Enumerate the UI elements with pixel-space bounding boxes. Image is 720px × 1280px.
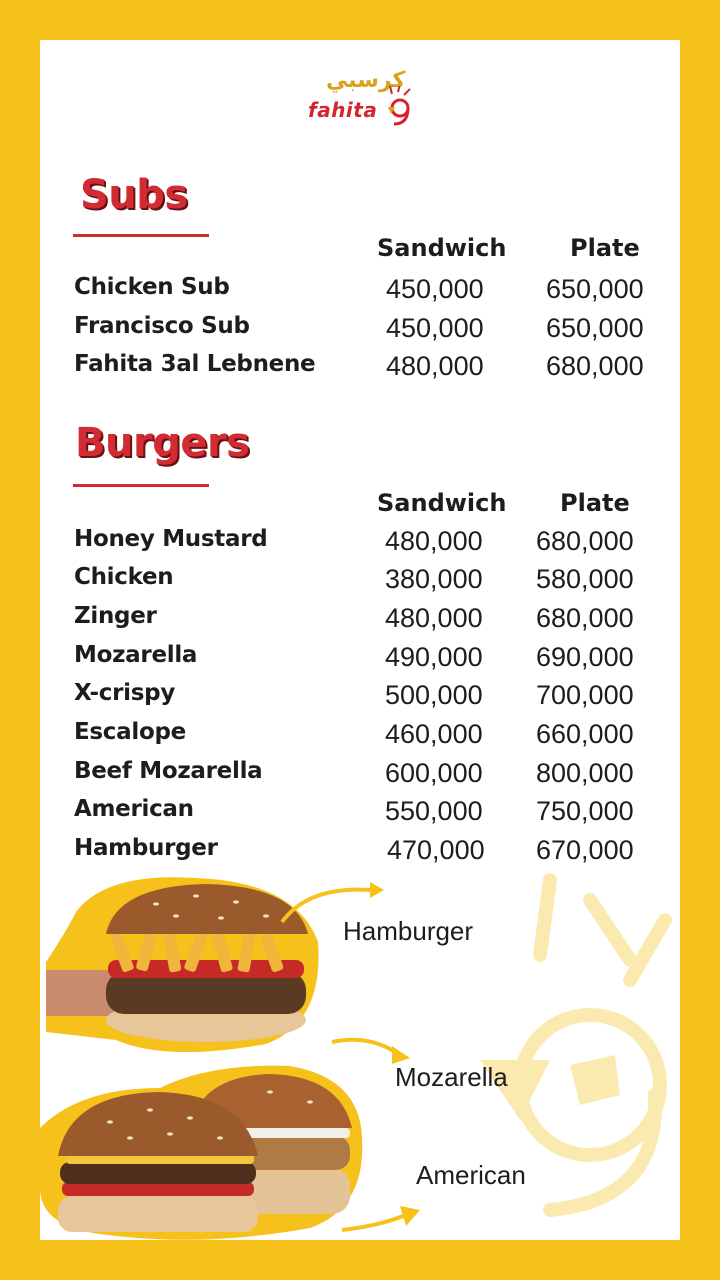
mozarella-american-photo [40,1058,370,1240]
burger-item-name: American [74,796,194,822]
burger-sandwich-price: 490,000 [385,642,483,672]
subs-plate-price: 650,000 [546,274,644,304]
subs-item-name: Francisco Sub [74,313,250,339]
subs-plate-price: 650,000 [546,313,644,343]
burger-item-name: Beef Mozarella [74,758,263,784]
american-arrow-icon [340,1196,426,1236]
burger-sandwich-price: 480,000 [385,526,483,556]
subs-row [40,349,680,387]
burger-item-name: Zinger [74,603,157,629]
subs-col-plate: Plate [570,234,640,262]
hamburger-callout: Hamburger [343,916,474,946]
burgers-title: Burgers [75,420,250,466]
subs-sandwich-price: 450,000 [386,313,484,343]
burger-plate-price: 680,000 [536,603,634,633]
burger-plate-price: 750,000 [536,796,634,826]
burger-item-name: X-crispy [74,680,176,706]
burger-item-name: Escalope [74,719,186,745]
burgers-col-sandwich: Sandwich [377,489,507,517]
burger-plate-price: 670,000 [536,835,634,865]
subs-sandwich-price: 480,000 [386,351,484,381]
burger-sandwich-price: 550,000 [385,796,483,826]
burger-row [40,562,680,600]
burger-item-name: Honey Mustard [74,526,268,552]
subs-item-name: Chicken Sub [74,274,230,300]
burger-item-name: Hamburger [74,835,218,861]
burger-row [40,524,680,562]
burger-sandwich-price: 380,000 [385,564,483,594]
burgers-underline [73,484,209,487]
burger-row [40,678,680,716]
brand-logo [308,68,414,132]
subs-row [40,272,680,310]
burger-sandwich-price: 460,000 [385,719,483,749]
brand-latin-name: fahita [308,98,378,122]
burger-plate-price: 660,000 [536,719,634,749]
burger-plate-price: 680,000 [536,526,634,556]
subs-title: Subs [80,172,188,218]
burger-row [40,756,680,794]
burger-plate-price: 690,000 [536,642,634,672]
mozarella-callout: Mozarella [395,1062,508,1092]
subs-item-name: Fahita 3al Lebnene [74,351,316,377]
subs-sandwich-price: 450,000 [386,274,484,304]
burger-row [40,640,680,678]
burger-plate-price: 580,000 [536,564,634,594]
menu-card [40,40,680,1240]
burger-sandwich-price: 600,000 [385,758,483,788]
burger-row [40,794,680,832]
subs-plate-price: 680,000 [546,351,644,381]
burger-row [40,717,680,755]
brand-nine-icon [386,86,416,130]
subs-row [40,311,680,349]
burger-sandwich-price: 500,000 [385,680,483,710]
american-callout: American [416,1160,526,1190]
burger-row [40,601,680,639]
burger-item-name: Mozarella [74,642,198,668]
brand-arabic-name: كرسبي [326,68,406,93]
burger-sandwich-price: 470,000 [387,835,485,865]
burger-plate-price: 800,000 [536,758,634,788]
subs-underline [73,234,209,237]
burgers-col-plate: Plate [560,489,630,517]
subs-col-sandwich: Sandwich [377,234,507,262]
burger-sandwich-price: 480,000 [385,603,483,633]
burger-plate-price: 700,000 [536,680,634,710]
burger-item-name: Chicken [74,564,174,590]
